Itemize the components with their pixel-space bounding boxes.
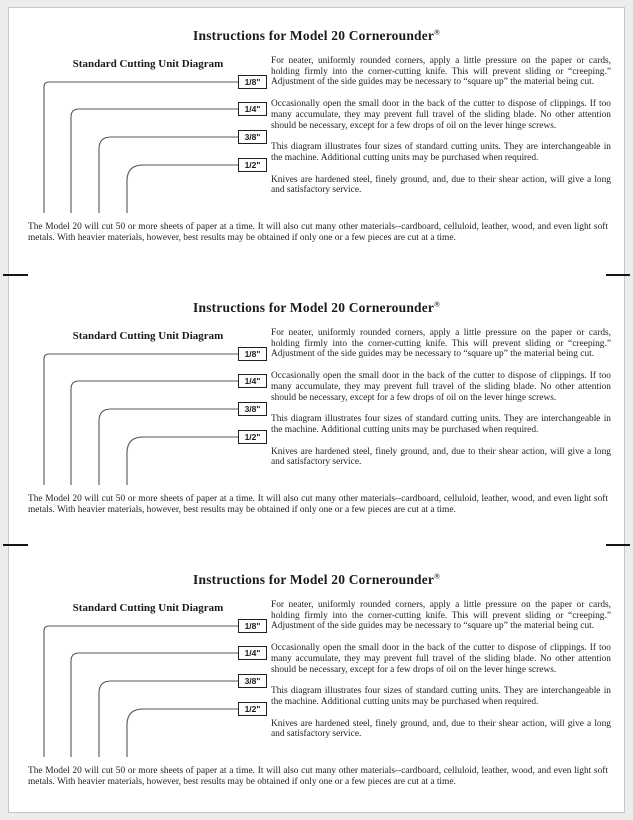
paragraph-pressure: For neater, uniformly rounded corners, apply a little pressure on the paper or cards, holding firmly into the corner-cutting knife. This will prevent sliding or “creeping.” Adjustment of the side guides may be necessary to “square up” the material being cut. [271,328,611,360]
instruction-text-column [271,600,611,751]
cut-mark-left-1 [3,274,28,276]
diagram-heading: Standard Cutting Unit Diagram [72,58,224,70]
corner-curve-1-8in [44,354,239,485]
corner-curve-1-4in [71,109,239,213]
corner-curve-3-8in [99,681,239,757]
corner-curve-3-8in [99,409,239,485]
paragraph-sizes: This diagram illustrates four sizes of standard cutting units. They are interchangeable in the machine. Additional cutting units may be purchased when required. [271,142,611,163]
size-label-3-8in: 3/8" [238,130,267,144]
size-label-3-8in: 3/8" [238,402,267,416]
paragraph-knives: Knives are hardened steel, finely ground, and, due to their shear action, will give a long and satisfactory service. [271,174,611,196]
document-page [8,7,625,813]
page-title-text: Instructions for Model 20 Cornerounder [193,572,435,587]
paragraph-pressure: For neater, uniformly rounded corners, apply a little pressure on the paper or cards, holding firmly into the corner-cutting knife. This will prevent sliding or “creeping.” Adjustment of the side guides may be necessary to “square up” the material being cut. [271,56,611,88]
page-title [9,572,624,588]
instruction-sheet-3 [9,552,624,812]
paragraph-pressure: For neater, uniformly rounded corners, apply a little pressure on the paper or cards, holding firmly into the corner-cutting knife. This will prevent sliding or “creeping.” Adjustment of the side guides may be necessary to “square up” the material being cut. [271,600,611,632]
size-label-1-2in: 1/2" [238,430,267,444]
footer-paragraph: The Model 20 will cut 50 or more sheets of paper at a time. It will also cut many other materials--cardboard, celluloid, leather, wood, and even light soft metals. With heavier materials, however, best results may be obtained if only one or a few pieces are cut at a time. [28,766,608,787]
page-title-text: Instructions for Model 20 Cornerounder [193,28,435,43]
corner-curves-graphic [28,71,268,217]
paragraph-clippings: Occasionally open the small door in the back of the cutter to dispose of clippings. If too many accumulate, they may prevent full travel of the sliding blade. No other attention should be necessary, except for a few drops of oil on the lever hinge screws. [271,643,611,675]
corner-curve-1-4in [71,653,239,757]
cut-mark-left-2 [3,544,28,546]
instruction-sheet-1 [9,8,624,280]
size-label-1-8in: 1/8" [238,347,267,361]
registered-trademark-symbol: ® [434,571,440,581]
registered-trademark-symbol: ® [434,299,440,309]
corner-curve-1-8in [44,82,239,213]
page-title [9,300,624,316]
paragraph-clippings: Occasionally open the small door in the back of the cutter to dispose of clippings. If too many accumulate, they may prevent full travel of the sliding blade. No other attention should be necessary, except for a few drops of oil on the lever hinge screws. [271,99,611,131]
corner-curve-1-2in [127,165,239,213]
cut-mark-right-2 [606,544,630,546]
size-label-1-8in: 1/8" [238,619,267,633]
corner-curves-graphic [28,615,268,761]
instruction-text-column [271,56,611,207]
corner-curve-1-2in [127,437,239,485]
corner-curves-graphic [28,343,268,489]
paragraph-knives: Knives are hardened steel, finely ground, and, due to their shear action, will give a long and satisfactory service. [271,718,611,740]
size-label-3-8in: 3/8" [238,674,267,688]
diagram-heading: Standard Cutting Unit Diagram [72,602,224,614]
instruction-sheet-2 [9,280,624,552]
size-label-1-8in: 1/8" [238,75,267,89]
paragraph-sizes: This diagram illustrates four sizes of standard cutting units. They are interchangeable in the machine. Additional cutting units may be purchased when required. [271,686,611,707]
size-label-1-4in: 1/4" [238,374,267,388]
corner-curve-1-4in [71,381,239,485]
size-label-1-2in: 1/2" [238,158,267,172]
cutting-unit-diagram [28,343,268,489]
size-label-1-2in: 1/2" [238,702,267,716]
paragraph-clippings: Occasionally open the small door in the back of the cutter to dispose of clippings. If too many accumulate, they may prevent full travel of the sliding blade. No other attention should be necessary, except for a few drops of oil on the lever hinge screws. [271,371,611,403]
cutting-unit-diagram [28,71,268,217]
cutting-unit-diagram [28,615,268,761]
size-label-1-4in: 1/4" [238,102,267,116]
cut-mark-right-1 [606,274,630,276]
instruction-text-column [271,328,611,479]
diagram-heading: Standard Cutting Unit Diagram [72,330,224,342]
footer-paragraph: The Model 20 will cut 50 or more sheets of paper at a time. It will also cut many other materials--cardboard, celluloid, leather, wood, and even light soft metals. With heavier materials, however, best results may be obtained if only one or a few pieces are cut at a time. [28,222,608,243]
paragraph-knives: Knives are hardened steel, finely ground, and, due to their shear action, will give a long and satisfactory service. [271,446,611,468]
page-title [9,28,624,44]
page-title-text: Instructions for Model 20 Cornerounder [193,300,435,315]
corner-curve-1-8in [44,626,239,757]
paragraph-sizes: This diagram illustrates four sizes of standard cutting units. They are interchangeable in the machine. Additional cutting units may be purchased when required. [271,414,611,435]
registered-trademark-symbol: ® [434,27,440,37]
corner-curve-1-2in [127,709,239,757]
footer-paragraph: The Model 20 will cut 50 or more sheets of paper at a time. It will also cut many other materials--cardboard, celluloid, leather, wood, and even light soft metals. With heavier materials, however, best results may be obtained if only one or a few pieces are cut at a time. [28,494,608,515]
corner-curve-3-8in [99,137,239,213]
size-label-1-4in: 1/4" [238,646,267,660]
